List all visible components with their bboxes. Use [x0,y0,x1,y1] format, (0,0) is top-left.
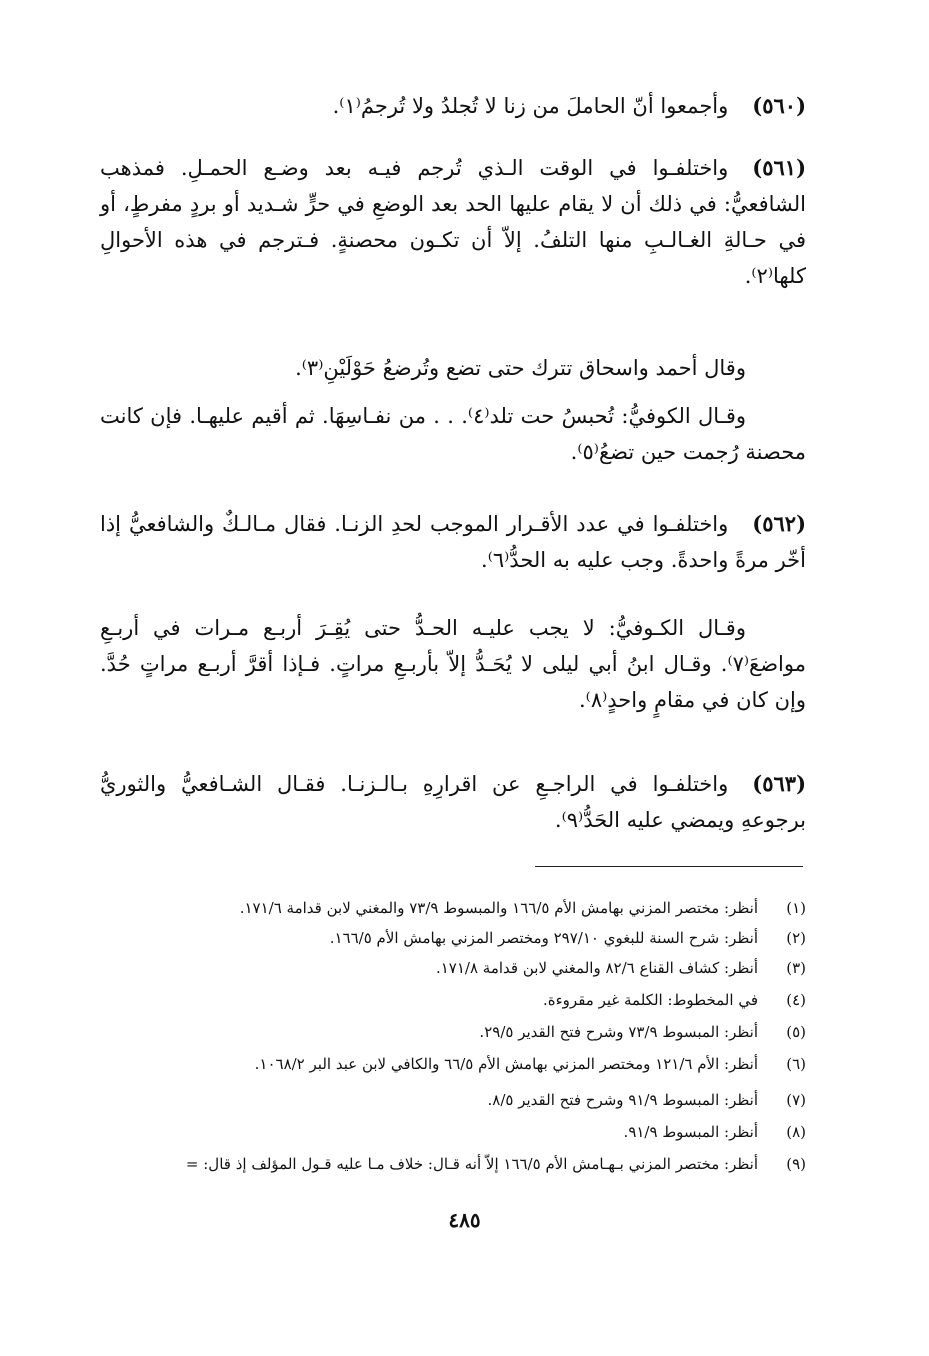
footnote-number: (٥) [786,1023,806,1041]
footnote-number: (٤) [786,991,806,1009]
paragraph-number: (٥٦٠) [752,93,806,118]
footnote-8 [100,1122,806,1142]
footnote-text: أنظر: المبسوط ٩١/٩ وشرح فتح القدير ٨/٥. [487,1091,758,1109]
footnote-number: (٦) [786,1055,806,1073]
footnote-text: في المخطوط: الكلمة غير مقروءة. [543,991,758,1009]
footnote-text: أنظر: شرح السنة للبغوي ٢٩٧/١٠ ومختصر المزني بهامش الأم ١٦٦/٥. [329,929,758,947]
paragraph-text: واختلفـوا في الوقت الـذي تُرجم فيـه بعد وضـع الحمـلِ. فمذهب الشافعيُّ: في ذلك أن لا يقام عليها الحد بعد الوضعِ في حرٍّ شـديد أو بردٍ مفرطٍ، أو في حـالةِ الغـالـبِ منها التلفُ. إلاّ أن تكـون محصنةٍ. فـترجم في هذه الأحوالِ كلها⁽٢⁾. [100,156,806,288]
paragraph-number: (٥٦٢) [752,511,806,536]
paragraph-561 [100,150,806,294]
footnote-3 [100,958,806,978]
paragraph-text: وقـال الكـوفيُّ: لا يجب عليـه الحـدُّ حتى يُقِـرَ أربـع مـرات في أربـعِ مواضعَ⁽٧⁾. وقـال ابنُ أبي ليلى لا يُحَـدُّ إلاّ بأربـعِ مراتٍ. فـإذا أقرَّ أربـع مراتٍ حُدَّ. وإن كان في مقامٍ واحدٍ⁽٨⁾. [100,616,806,712]
footnote-1 [100,898,806,918]
footnote-text: أنظر: المبسوط ٩١/٩. [623,1123,758,1141]
paragraph-text: واختلفـوا في عدد الأقـرار الموجب لحدِ الزنـا. فقال مـالـكٌ والشافعيُّ إذا أخّر مرةً واحدةً. وجب عليه به الحدُّ⁽٦⁾. [100,512,806,572]
paragraph-563 [100,766,806,838]
footnote-number: (١) [786,899,806,917]
footnote-text: أنظر: مختصر المزني بهامش الأم ١٦٦/٥ والمبسوط ٧٣/٩ والمغني لابن قدامة ١٧١/٦. [239,899,758,917]
footnote-4 [100,990,806,1010]
paragraph-number: (٥٦٣) [752,771,806,796]
footnote-6 [100,1054,806,1074]
footnote-number: (٨) [786,1123,806,1141]
footnote-number: (٣) [786,959,806,977]
footnote-text: أنظر: المبسوط ٧٣/٩ وشرح فتح القدير ٢٩/٥. [479,1023,758,1041]
paragraph-562 [100,506,806,578]
paragraph-kufi [100,398,806,470]
footnote-number: (٩) [786,1155,806,1173]
paragraph-kufi-iqrar [100,610,806,718]
footnote-number: (٢) [786,929,806,947]
footnote-5 [100,1022,806,1042]
paragraph-text: وأجمعوا أنّ الحاملَ من زنا لا تُجلدُ ولا تُرجمُ⁽١⁾. [332,94,729,118]
paragraph-text: وقـال الكوفيُّ: تُحبسُ حت تلد⁽٤⁾. . . من نفـاسِهَا. ثم أقيم عليهـا. فإن كانت محصنة رُجمت حين تضعُ⁽٥⁾. [100,404,806,464]
footnote-9 [100,1154,806,1174]
footnote-separator [535,866,803,867]
footnote-text: أنظر: مختصر المزني بـهـامش الأم ١٦٦/٥ إلاّ أنه قـال: خلاف مـا عليه قـول المؤلف إذ قال: = [185,1155,758,1173]
footnote-text: أنظر: كشاف القناع ٨٢/٦ والمغني لابن قدامة ١٧١/٨. [435,959,758,977]
paragraph-text: واختلفـوا في الراجـعِ عن اقرارِهِ بـالـزنـا. فقـال الشـافعيُّ والثوريُّ برجوعهِ ويمضي عليه الحَدُّ⁽٩⁾. [100,772,806,832]
page-number: ٤٨٥ [448,1208,481,1232]
footnote-number: (٧) [786,1091,806,1109]
paragraph-560 [100,88,806,124]
paragraph-number: (٥٦١) [752,155,806,180]
footnote-text: أنظر: الأم ١٢١/٦ ومختصر المزني بهامش الأم ٦٦/٥ والكافي لابن عبد البر ١٠٦٨/٢. [254,1055,758,1073]
paragraph-ahmad [100,350,806,386]
footnote-7 [100,1090,806,1110]
footnote-2 [100,928,806,948]
paragraph-text: وقال أحمد واسحاق تترك حتى تضع وتُرضعُ حَوْلَيْنِ⁽٣⁾. [295,356,746,380]
